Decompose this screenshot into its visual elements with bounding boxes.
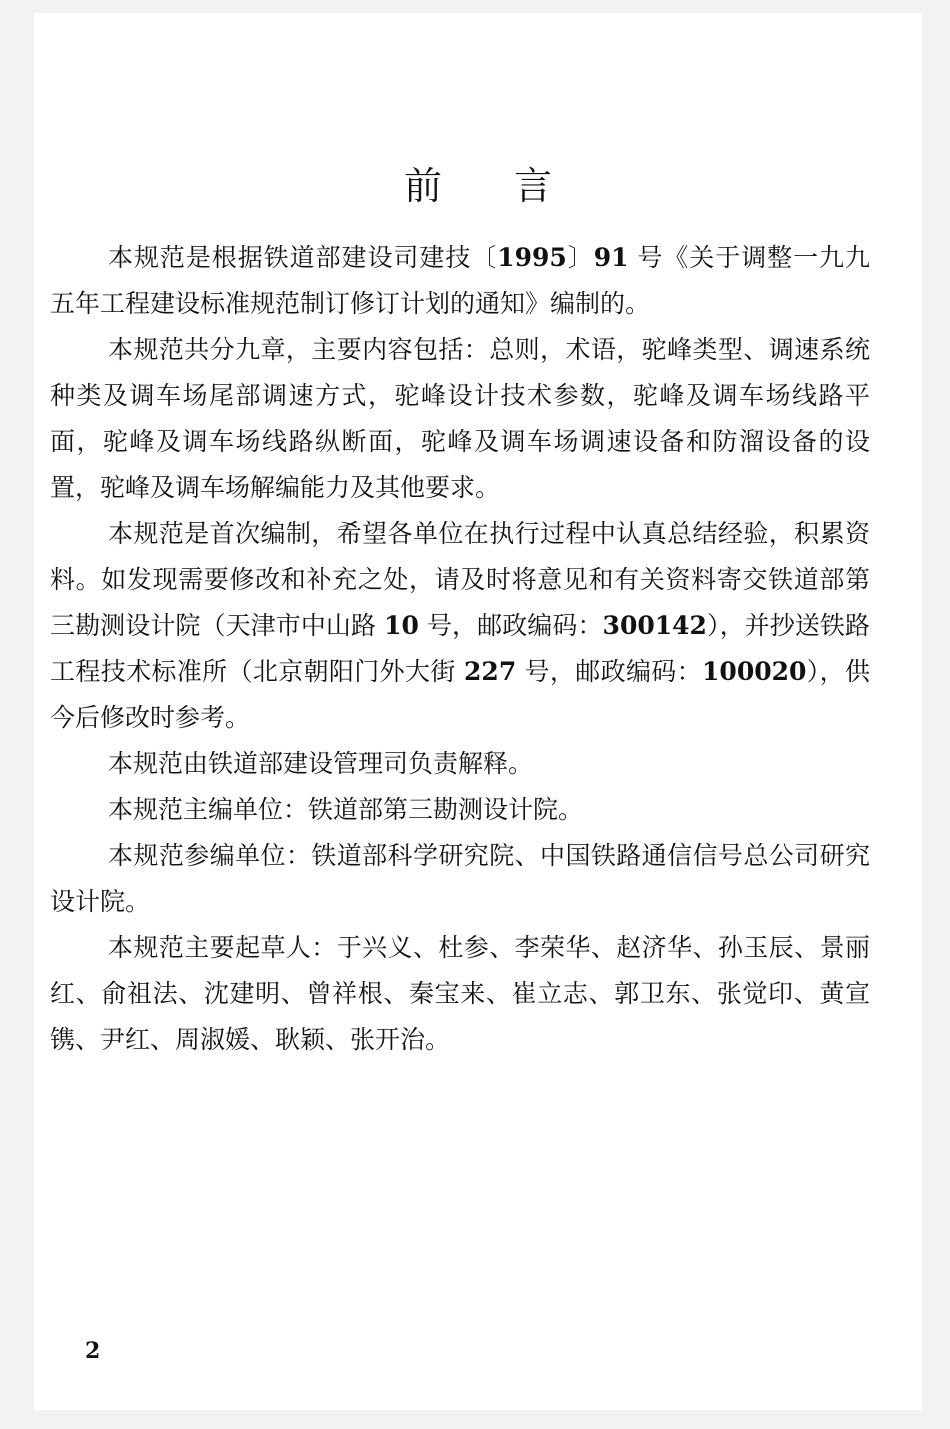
paragraph-participants: 本规范参编单位：铁道部科学研究院、中国铁路通信信号总公司研究设计院。 [50,841,870,916]
document-body [50,235,870,1063]
page-title: 前言 [403,164,624,208]
paragraph-feedback: 本规范是首次编制，希望各单位在执行过程中认真总结经验，积累资料。如发现需要修改和补充之处，请及时将意见和有关资料寄交铁道部第三勘测设计院（天津市中山路 10 号，邮政编码：300142），并抄送铁路工程技术标准所（北京朝阳门外大街 227 号，邮政编码：100020），供今后修改时参考。 [50,519,871,732]
paragraph-contents: 本规范共分九章，主要内容包括：总则，术语，驼峰类型、调速系统种类及调车场尾部调速方式，驼峰设计技术参数，驼峰及调车场线路平面，驼峰及调车场线路纵断面，驼峰及调车场调速设备和防溜设备的设置，驼峰及调车场解编能力及其他要求。 [50,335,870,502]
page-number: 2 [85,1338,101,1364]
paragraph-interpretation: 本规范由铁道部建设管理司负责解释。 [108,749,534,778]
paragraph-basis: 本规范是根据铁道部建设司建技〔1995〕91 号《关于调整一九九五年工程建设标准规范制订修订计划的通知》编制的。 [50,243,870,318]
document-page [34,13,922,1410]
paragraph-drafters: 本规范主要起草人：于兴义、杜参、李荣华、赵济华、孙玉辰、景丽红、俞祖法、沈建明、曾祥根、秦宝来、崔立志、郭卫东、张觉印、黄宣镌、尹红、周淑媛、耿颖、张开治。 [50,933,870,1054]
paragraph-chief-editor: 本规范主编单位：铁道部第三勘测设计院。 [108,795,584,824]
